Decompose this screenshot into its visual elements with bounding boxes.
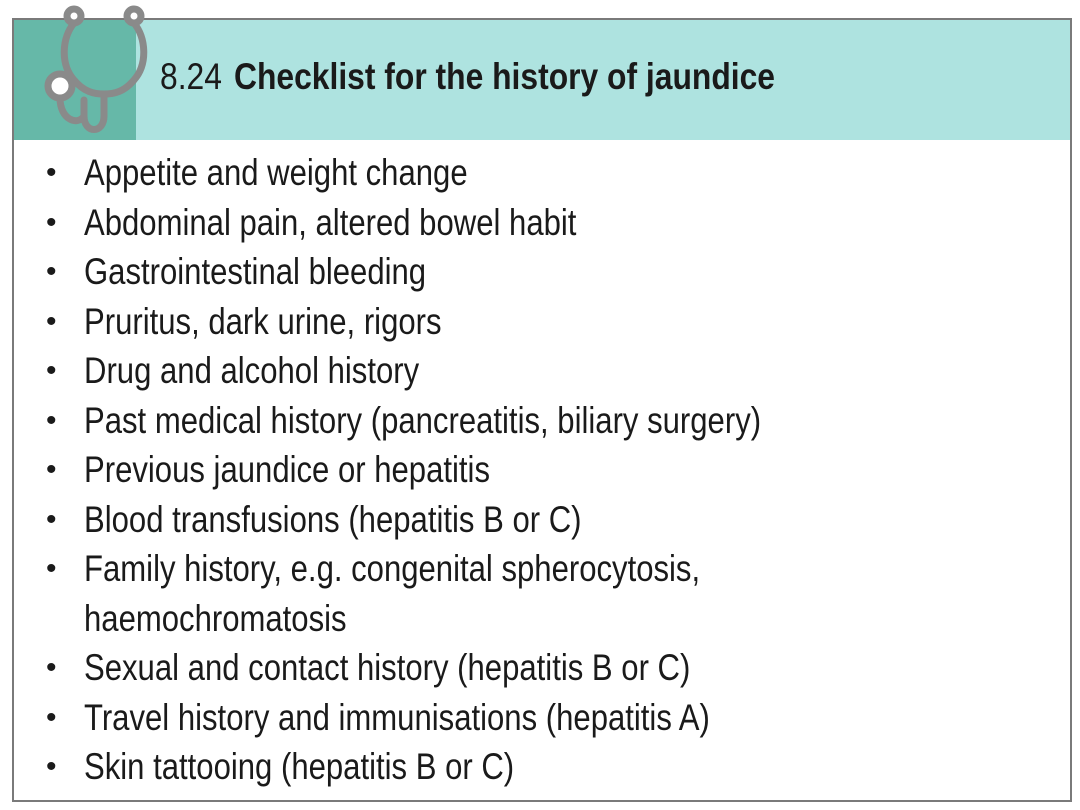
bullet-icon: • xyxy=(46,700,57,734)
list-item xyxy=(14,495,890,545)
bullet-icon: • xyxy=(46,304,57,338)
bullet-icon: • xyxy=(46,552,57,585)
stethoscope-icon xyxy=(22,2,162,142)
bullet-icon: • xyxy=(46,156,57,189)
list-item xyxy=(14,396,890,446)
bullet-icon: • xyxy=(46,453,57,486)
bullet-icon: • xyxy=(46,205,57,239)
bullet-icon: • xyxy=(46,750,57,783)
box-title-text: Checklist for the history of jaundice xyxy=(233,56,776,97)
list-item xyxy=(14,742,890,792)
bullet-icon: • xyxy=(46,651,57,684)
list-item-text: Gastrointestinal bleeding xyxy=(84,251,427,292)
bullet-icon: • xyxy=(46,502,57,536)
list-item-text: haemochromatosis xyxy=(84,597,347,639)
list-item xyxy=(14,247,890,297)
list-item xyxy=(14,693,890,743)
list-item-text: Blood transfusions (hepatitis B or C) xyxy=(84,498,582,540)
list-item-text: Appetite and weight change xyxy=(84,152,468,193)
list-item xyxy=(14,544,890,594)
list-item xyxy=(14,643,890,693)
bullet-icon: • xyxy=(46,403,57,437)
list-item xyxy=(14,445,890,495)
list-item xyxy=(14,346,890,396)
list-item-continuation xyxy=(14,594,890,644)
list-item-text: Abdominal pain, altered bowel habit xyxy=(84,201,577,243)
list-item-text: Sexual and contact history (hepatitis B or C) xyxy=(84,647,691,688)
bullet-icon: • xyxy=(46,255,57,288)
list-item-text: Skin tattooing (hepatitis B or C) xyxy=(84,746,515,787)
box-number: 8.24 xyxy=(160,56,222,97)
list-item xyxy=(14,297,890,347)
list-item-text: Travel history and immunisations (hepatitis A) xyxy=(84,696,710,738)
checklist xyxy=(14,148,890,792)
list-item-text: Previous jaundice or hepatitis xyxy=(84,449,491,490)
list-item-text: Family history, e.g. congenital spherocytosis, xyxy=(84,548,701,589)
list-item-text: Past medical history (pancreatitis, biliary surgery) xyxy=(84,399,762,441)
list-item-text: Drug and alcohol history xyxy=(84,350,420,391)
list-item xyxy=(14,198,890,248)
checklist-box xyxy=(12,18,1072,802)
list-item xyxy=(14,148,890,198)
box-title xyxy=(160,56,775,98)
list-item-text: Pruritus, dark urine, rigors xyxy=(84,300,442,342)
box-header xyxy=(14,20,1070,140)
bullet-icon: • xyxy=(46,354,57,387)
